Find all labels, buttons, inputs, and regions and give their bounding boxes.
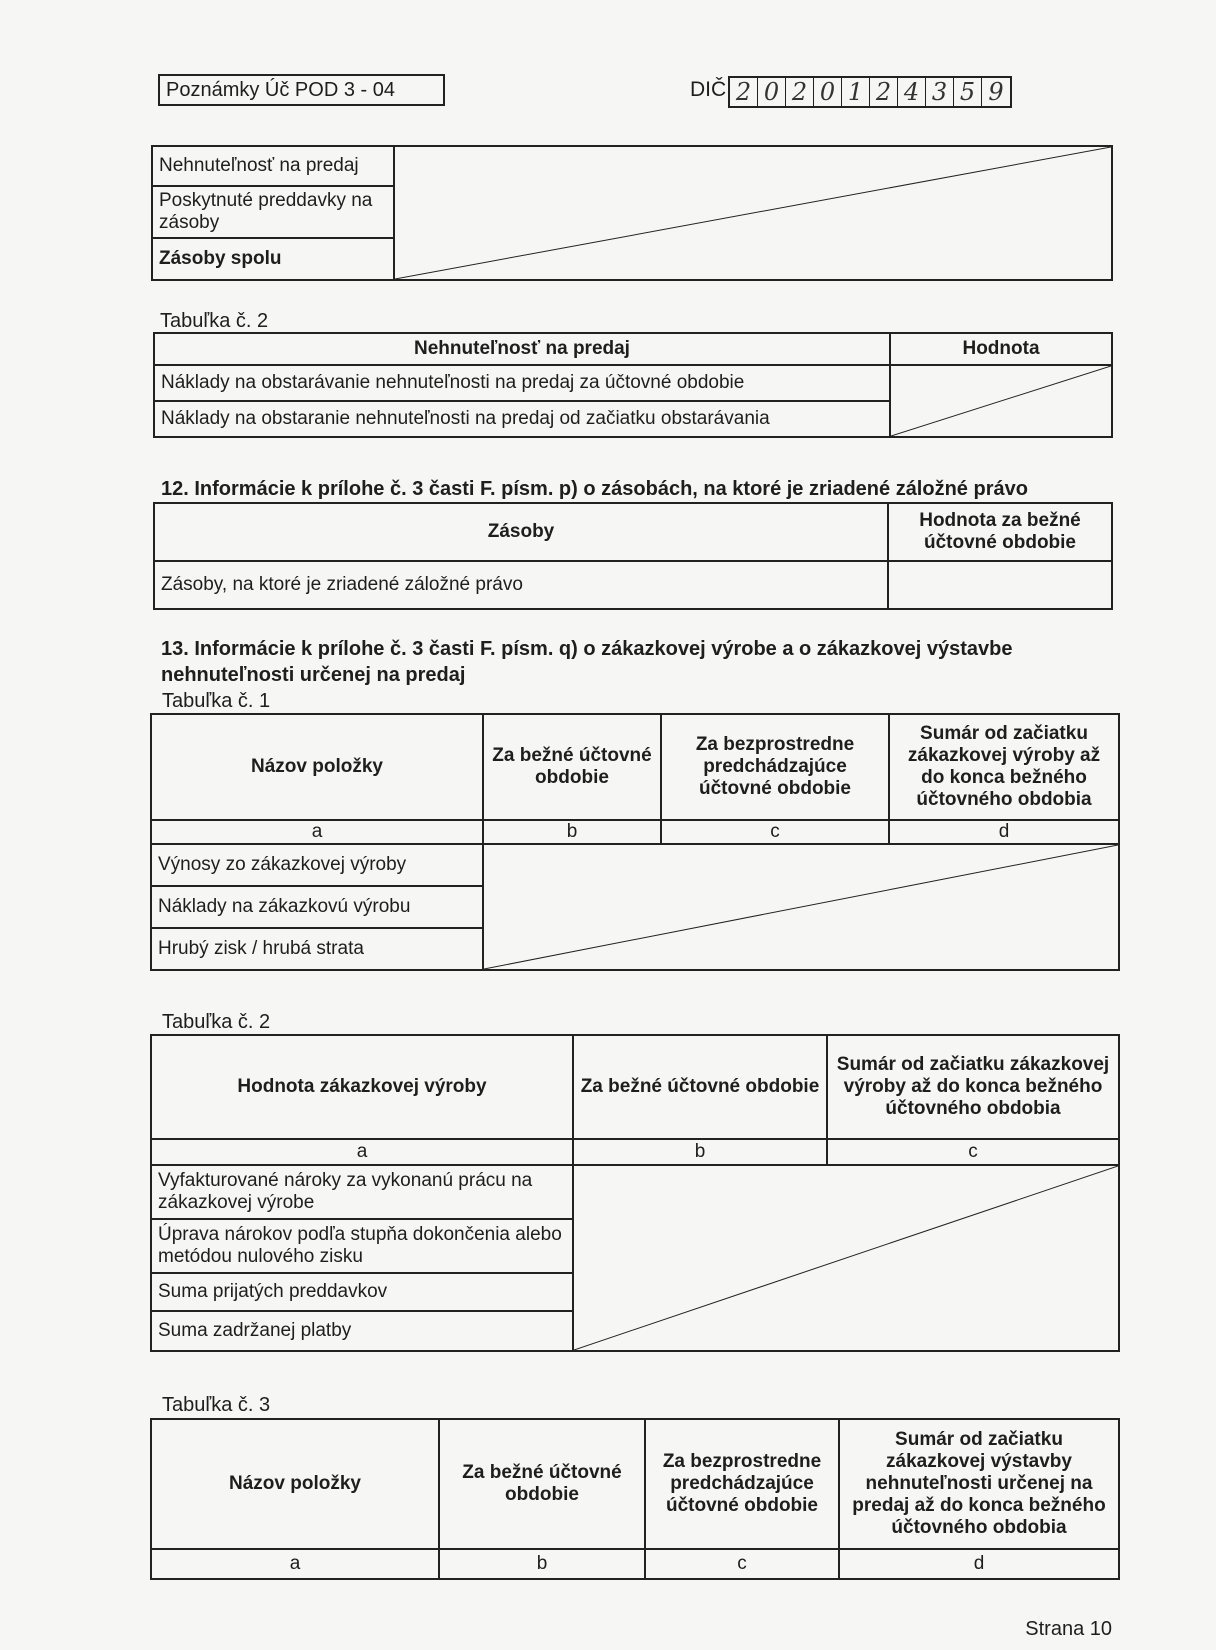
column-letter: c <box>645 1549 839 1579</box>
column-letter: a <box>151 820 483 844</box>
contract-construction-table-3 <box>150 1418 1120 1580</box>
row-label: Náklady na obstaranie nehnuteľnosti na predaj od začiatku obstarávania <box>154 401 890 437</box>
dic-digit: 4 <box>898 78 926 106</box>
dic-digit: 5 <box>954 78 982 106</box>
column-letter: b <box>483 820 661 844</box>
dic-digit: 2 <box>730 78 758 106</box>
row-label: Zásoby spolu <box>152 238 394 280</box>
column-header: Hodnota zákazkovej výroby <box>151 1035 573 1139</box>
value-cell <box>888 561 1112 609</box>
column-header: Hodnota <box>890 333 1112 365</box>
column-header: Nehnuteľnosť na predaj <box>154 333 890 365</box>
section-12-title: 12. Informácie k prílohe č. 3 časti F. písm. p) o zásobách, na ktoré je zriadené záložné právo <box>161 478 1028 500</box>
contract-production-table-2 <box>150 1034 1120 1352</box>
row-label: Vyfakturované nároky za vykonanú prácu na zákazkovej výrobe <box>151 1165 573 1219</box>
column-header: Názov položky <box>151 1419 439 1549</box>
contract-production-table-1 <box>150 713 1120 971</box>
row-label: Úprava nárokov podľa stupňa dokončenia alebo metódou nulového zisku <box>151 1219 573 1273</box>
column-header: Za bežné účtovné obdobie <box>573 1035 827 1139</box>
column-header: Hodnota za bežné účtovné obdobie <box>888 503 1112 561</box>
column-header: Zásoby <box>154 503 888 561</box>
column-header: Za bežné účtovné obdobie <box>439 1419 645 1549</box>
row-label: Suma prijatých preddavkov <box>151 1273 573 1311</box>
table-caption: Tabuľka č. 1 <box>162 690 271 712</box>
form-label: Poznámky Úč POD 3 - 04 <box>158 74 445 106</box>
column-letter: b <box>439 1549 645 1579</box>
value-cell <box>890 365 1112 437</box>
cross-out-line <box>891 366 1111 436</box>
column-letter: b <box>573 1139 827 1165</box>
crossed-out-area <box>573 1165 1119 1351</box>
row-label: Nehnuteľnosť na predaj <box>152 146 394 186</box>
table-caption: Tabuľka č. 3 <box>162 1394 271 1416</box>
column-letter: d <box>889 820 1119 844</box>
table-caption: Tabuľka č. 2 <box>160 310 269 332</box>
inventory-table <box>151 145 1113 281</box>
section-13-title: 13. Informácie k prílohe č. 3 časti F. písm. q) o zákazkovej výrobe a o zákazkovej výstavbe nehnuteľnosti určenej na predaj <box>161 638 1013 686</box>
column-letter: a <box>151 1139 573 1165</box>
table-caption: Tabuľka č. 2 <box>162 1011 271 1033</box>
row-label: Suma zadržanej platby <box>151 1311 573 1351</box>
column-header: Za bezprostredne predchádzajúce účtovné obdobie <box>661 714 889 820</box>
row-label: Výnosy zo zákazkovej výroby <box>151 844 483 886</box>
dic-boxes <box>728 76 1012 108</box>
pledged-inventory-table <box>153 502 1113 610</box>
row-label: Náklady na obstarávanie nehnuteľnosti na predaj za účtovné obdobie <box>154 365 890 401</box>
dic-digit: 2 <box>870 78 898 106</box>
cross-out-line <box>484 845 1118 969</box>
row-label: Poskytnuté preddavky na zásoby <box>152 186 394 238</box>
crossed-out-area <box>394 146 1112 280</box>
cross-out-line <box>574 1166 1118 1350</box>
row-label: Zásoby, na ktoré je zriadené záložné právo <box>154 561 888 609</box>
row-label: Náklady na zákazkovú výrobu <box>151 886 483 928</box>
dic-digit: 0 <box>814 78 842 106</box>
real-estate-table <box>153 332 1113 438</box>
column-header: Sumár od začiatku zákazkovej výroby až do konca bežného účtovného obdobia <box>889 714 1119 820</box>
column-letter: d <box>839 1549 1119 1579</box>
dic-label: DIČ <box>690 78 727 101</box>
dic-digit: 0 <box>758 78 786 106</box>
row-label: Hrubý zisk / hrubá strata <box>151 928 483 970</box>
column-header: Za bežné účtovné obdobie <box>483 714 661 820</box>
crossed-out-area <box>483 844 1119 970</box>
page-number: Strana 10 <box>1025 1618 1112 1640</box>
dic-digit: 2 <box>786 78 814 106</box>
dic-digit: 9 <box>988 78 1004 106</box>
column-letter: a <box>151 1549 439 1579</box>
dic-digit: 1 <box>842 78 870 106</box>
column-header: Sumár od začiatku zákazkovej výroby až do konca bežného účtovného obdobia <box>827 1035 1119 1139</box>
cross-out-line <box>395 147 1111 279</box>
column-header: Sumár od začiatku zákazkovej výstavby nehnuteľnosti určenej na predaj až do konca bežného účtovného obdobia <box>839 1419 1119 1549</box>
column-letter: c <box>827 1139 1119 1165</box>
dic-digit: 3 <box>926 78 954 106</box>
column-header: Názov položky <box>151 714 483 820</box>
column-letter: c <box>661 820 889 844</box>
column-header: Za bezprostredne predchádzajúce účtovné obdobie <box>645 1419 839 1549</box>
